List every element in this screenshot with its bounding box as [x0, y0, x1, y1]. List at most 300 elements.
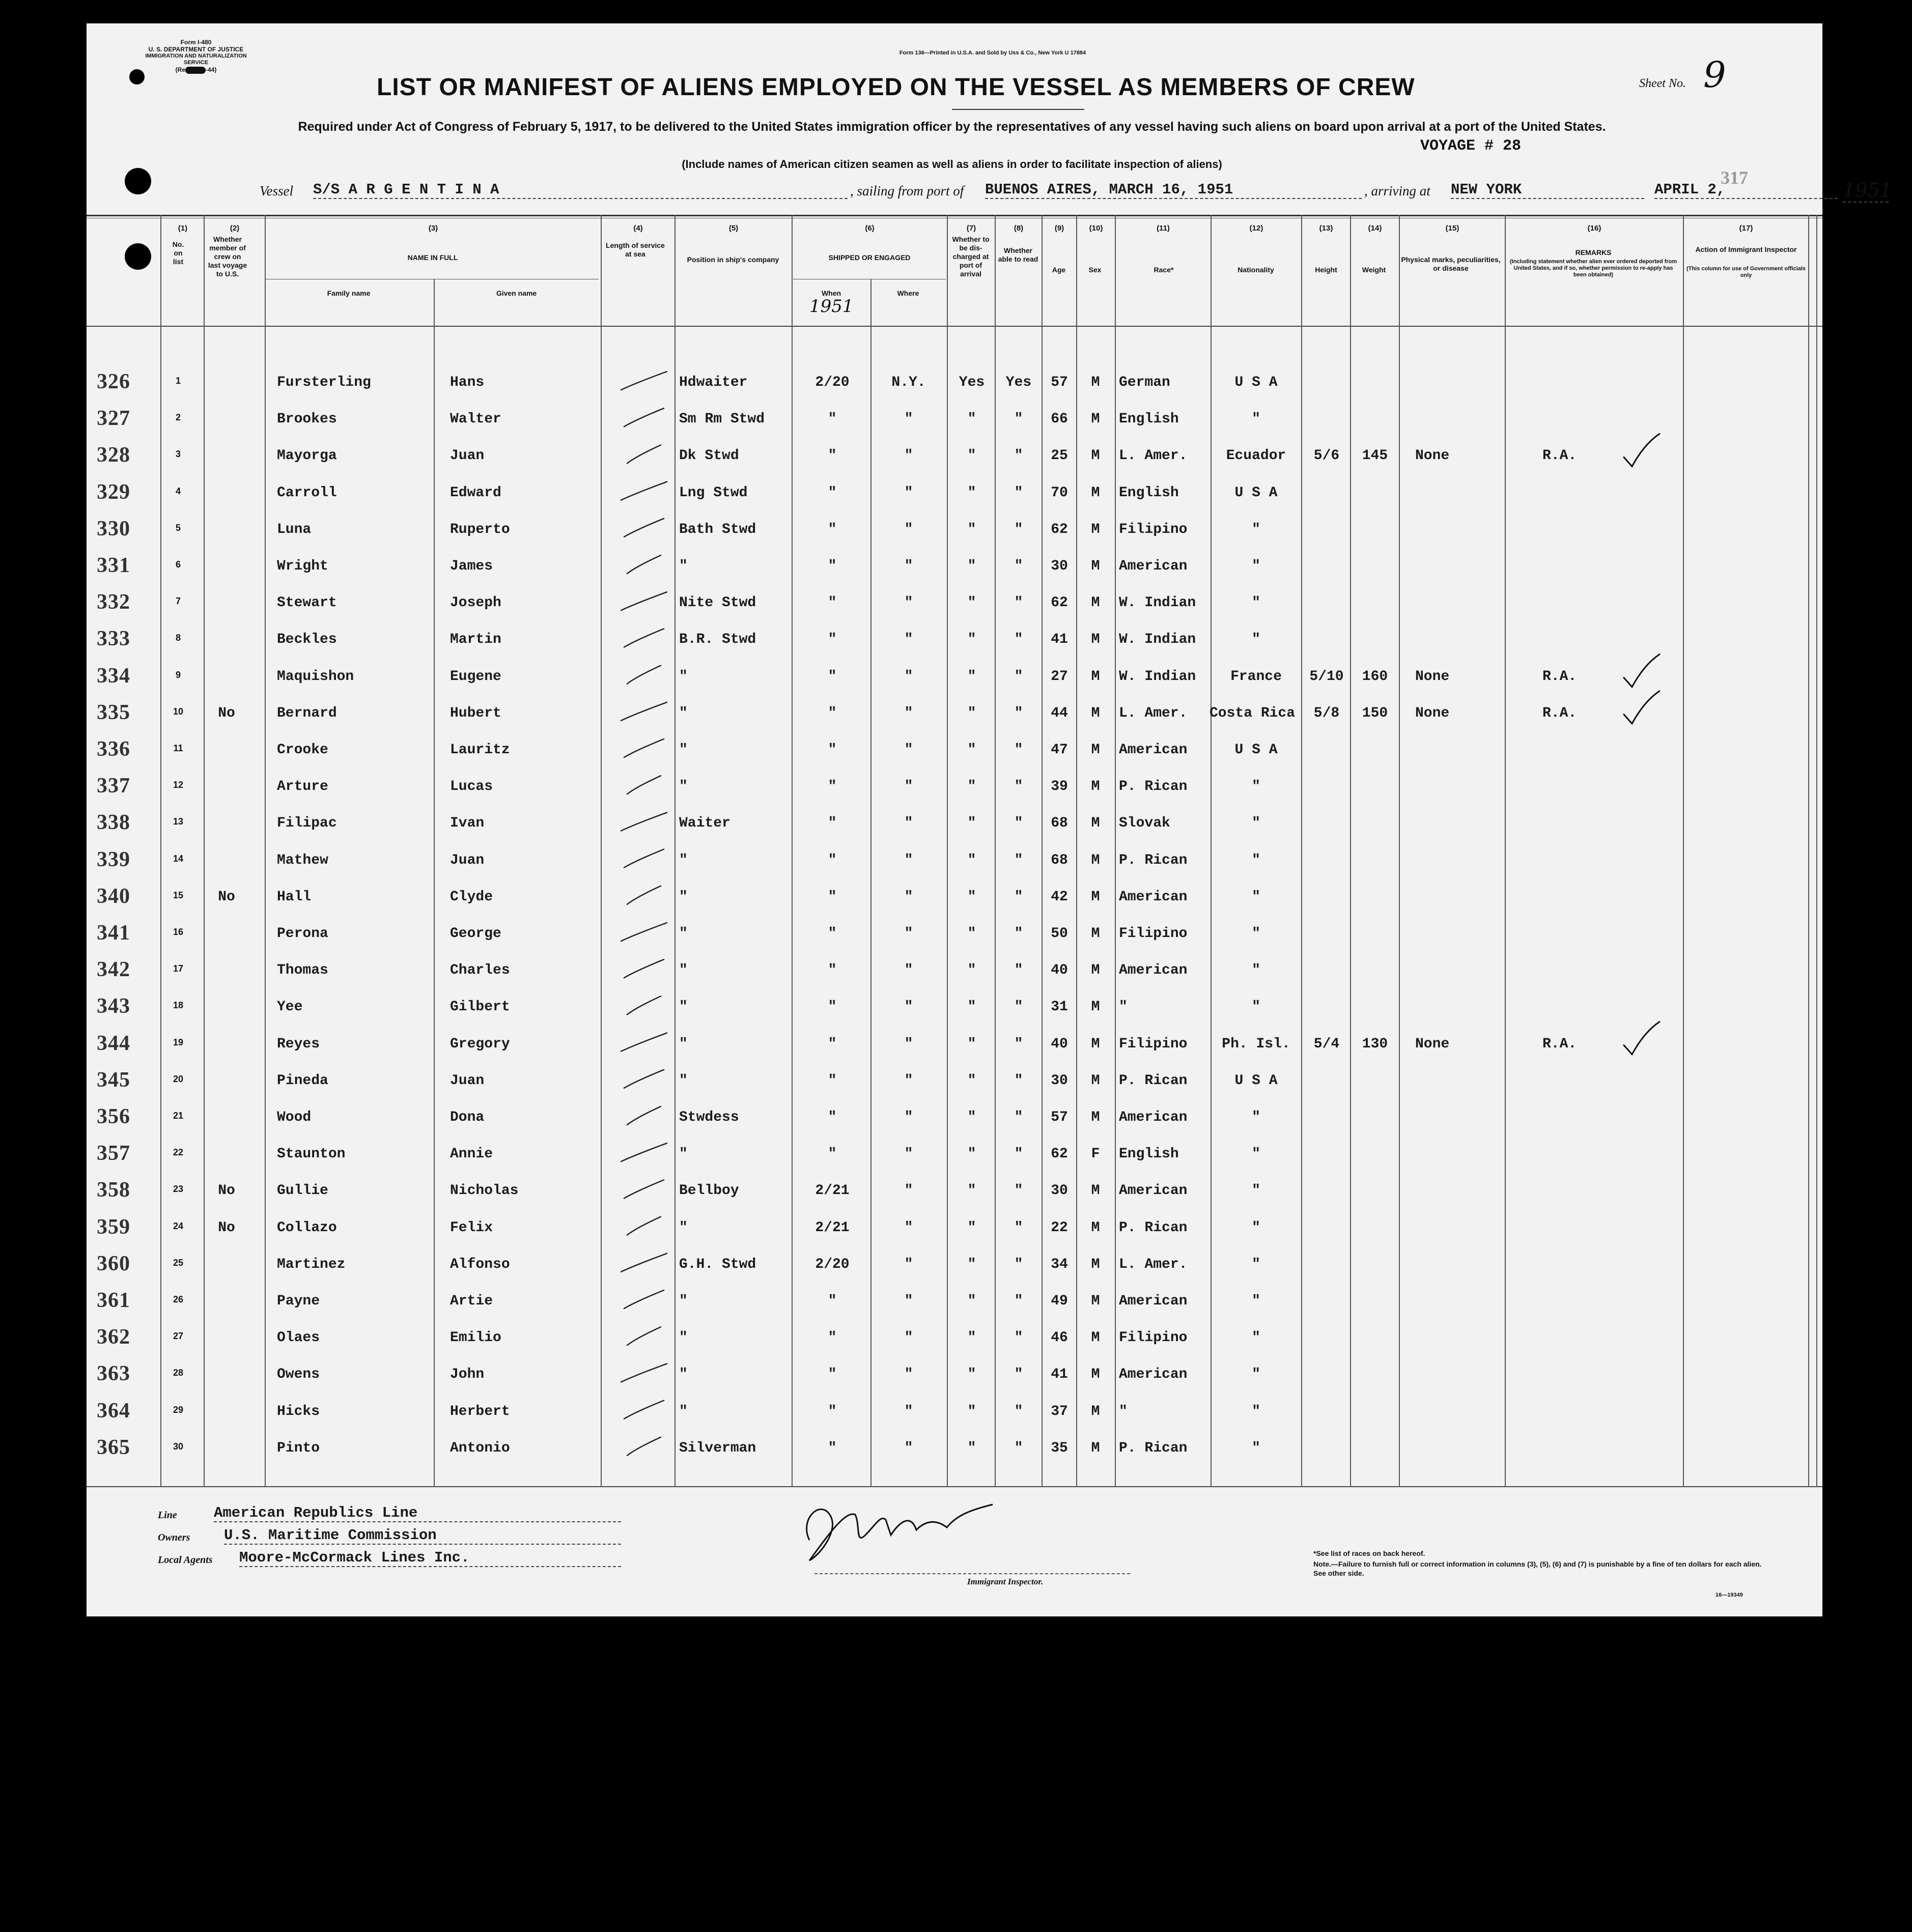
cell-dis: Yes: [959, 375, 985, 390]
cell-pos: Bath Stwd: [679, 521, 756, 537]
cell-family: Pinto: [277, 1440, 320, 1456]
cell-when: ": [828, 668, 837, 685]
cell-given: John: [450, 1367, 485, 1383]
cell-pos: Waiter: [679, 815, 730, 832]
reference-number: 364: [97, 1399, 130, 1423]
column-number: (6): [865, 224, 875, 233]
vessel-label: Vessel: [260, 183, 293, 198]
service-stroke: [627, 1106, 661, 1125]
service-stroke: [624, 519, 664, 537]
cell-age: 50: [1051, 926, 1068, 942]
row-number: 22: [173, 1147, 184, 1158]
row-number: 28: [173, 1368, 184, 1378]
service-stroke: [624, 1070, 664, 1088]
service-stroke: [621, 372, 667, 390]
cell-race: P. Rican: [1119, 1072, 1188, 1089]
service-stroke: [627, 445, 661, 463]
cell-nat: ": [1252, 1293, 1260, 1309]
cell-dis: ": [967, 1110, 976, 1125]
cell-given: Artie: [450, 1293, 493, 1309]
cell-nat: ": [1252, 779, 1260, 795]
cell-ht: 5/6: [1313, 448, 1340, 464]
cell-when: 2/21: [815, 1219, 850, 1236]
cell-pos: Sm Rm Stwd: [679, 411, 765, 428]
reference-number: 337: [97, 774, 130, 798]
cell-nat: U S A: [1234, 742, 1278, 758]
cell-race: English: [1119, 411, 1179, 428]
column-number: (3): [428, 224, 438, 233]
cell-when: ": [828, 558, 837, 574]
cell-given: Emilio: [450, 1330, 501, 1346]
cell-sex: M: [1091, 558, 1100, 574]
cell-read: ": [1014, 595, 1023, 611]
cell-where: ": [904, 521, 913, 537]
cell-nat: ": [1252, 1146, 1260, 1162]
cell-dis: ": [967, 668, 976, 685]
cell-nat: ": [1252, 558, 1260, 574]
cell-race: L. Amer.: [1119, 1256, 1188, 1272]
cell-read: ": [1014, 448, 1023, 464]
column-number: (5): [728, 224, 739, 233]
row-number: 30: [173, 1441, 184, 1452]
agents-name: Moore-McCormack Lines Inc.: [239, 1549, 621, 1567]
cell-age: 62: [1051, 595, 1068, 611]
cell-given: Antonio: [450, 1440, 510, 1456]
column-number: (2): [230, 224, 240, 233]
cell-where: ": [904, 1036, 913, 1052]
cell-family: Beckles: [277, 632, 337, 648]
cell-wt: 145: [1362, 448, 1388, 464]
cell-age: 46: [1051, 1330, 1068, 1346]
cell-family: Stewart: [277, 595, 337, 611]
cell-pos: ": [679, 999, 688, 1015]
cell-given: Herbert: [450, 1403, 510, 1419]
cell-nat: ": [1252, 926, 1260, 942]
cell-sex: F: [1091, 1146, 1100, 1162]
cell-race: Filipino: [1119, 521, 1188, 537]
cell-sex: M: [1091, 1293, 1100, 1309]
cell-read: ": [1014, 852, 1023, 868]
cell-family: Hall: [277, 889, 312, 905]
cell-dis: ": [967, 742, 976, 758]
cell-wt: 130: [1362, 1036, 1388, 1052]
cell-dis: ": [967, 448, 976, 464]
cell-nat: Ph. Isl.: [1222, 1036, 1290, 1052]
cell-when: ": [828, 889, 837, 905]
cell-family: Mayorga: [277, 448, 337, 464]
header-action-sub: (This column for use of Government officials only: [1686, 266, 1806, 278]
service-stroke: [624, 408, 664, 427]
cell-dis: ": [967, 889, 976, 905]
column-number: (11): [1157, 224, 1170, 233]
include-statement: (Include names of American citizen seamen as well as aliens in order to facilitate inspection of aliens): [682, 158, 1222, 171]
cell-age: 70: [1051, 485, 1068, 501]
cell-sex: M: [1091, 852, 1100, 868]
cell-race: American: [1119, 1110, 1188, 1125]
cell-read: ": [1014, 742, 1023, 758]
cell-pos: ": [679, 558, 688, 574]
cell-nat: ": [1252, 852, 1260, 868]
cell-where: ": [904, 962, 913, 979]
cell-pos: Nite Stwd: [679, 595, 756, 611]
reference-number: 338: [97, 811, 130, 835]
cell-sex: M: [1091, 742, 1100, 758]
cell-dis: ": [967, 411, 976, 428]
cell-phys: None: [1415, 705, 1450, 721]
cell-given: Hubert: [450, 705, 501, 721]
service-stroke: [627, 666, 661, 684]
cell-rem: R.A.: [1542, 448, 1577, 464]
cell-where: ": [904, 1072, 913, 1089]
cell-read: ": [1014, 558, 1023, 574]
row-number: 5: [175, 522, 181, 533]
cell-sex: M: [1091, 521, 1100, 537]
cell-given: Juan: [450, 1072, 485, 1089]
cell-age: 41: [1051, 632, 1068, 648]
cell-where: ": [904, 595, 913, 611]
row-number: 9: [175, 669, 181, 680]
row-number: 25: [173, 1257, 184, 1268]
cell-when: 2/21: [815, 1183, 850, 1199]
cell-race: Filipino: [1119, 1036, 1188, 1052]
service-stroke: [627, 555, 661, 574]
cell-nat: ": [1252, 1256, 1260, 1272]
cell-sex: M: [1091, 1072, 1100, 1089]
service-stroke: [627, 886, 661, 904]
cell-read: ": [1014, 1440, 1023, 1456]
cell-sex: M: [1091, 485, 1100, 501]
service-stroke: [621, 482, 667, 500]
cell-dis: ": [967, 485, 976, 501]
service-stroke: [624, 629, 664, 647]
cell-dis: ": [967, 632, 976, 648]
cell-read: ": [1014, 1256, 1023, 1272]
cell-given: Clyde: [450, 889, 493, 905]
cell-age: 30: [1051, 558, 1068, 574]
cell-age: 35: [1051, 1440, 1068, 1456]
cell-sex: M: [1091, 448, 1100, 464]
cell-when: ": [828, 999, 837, 1015]
cell-nat: Ecuador: [1226, 448, 1286, 464]
cell-dis: ": [967, 1183, 976, 1199]
cell-dis: ": [967, 1293, 976, 1309]
column-number: (4): [633, 224, 643, 233]
row-number: 8: [175, 633, 181, 643]
cell-dis: ": [967, 558, 976, 574]
cell-read: ": [1014, 779, 1023, 795]
cell-given: Dona: [450, 1110, 485, 1125]
cell-read: ": [1014, 1146, 1023, 1162]
cell-age: 57: [1051, 1110, 1068, 1125]
cell-pos: ": [679, 1403, 688, 1419]
column-number: (10): [1089, 224, 1103, 233]
service-stroke: [621, 702, 667, 721]
cell-where: ": [904, 889, 913, 905]
cell-nat: U S A: [1234, 375, 1278, 390]
cell-pos: ": [679, 962, 688, 979]
cell-pos: ": [679, 1330, 688, 1346]
cell-family: Gullie: [277, 1183, 328, 1199]
cell-when: 2/20: [815, 1256, 850, 1272]
cell-race: American: [1119, 1293, 1188, 1309]
cell-race: L. Amer.: [1119, 705, 1188, 721]
cell-sex: M: [1091, 1256, 1100, 1272]
cell-family: Brookes: [277, 411, 337, 428]
cell-nat: ": [1252, 962, 1260, 979]
row-number: 21: [173, 1111, 184, 1121]
row-number: 15: [173, 890, 184, 900]
cell-pos: B.R. Stwd: [679, 632, 756, 648]
reference-number: 339: [97, 847, 130, 871]
reference-number: 336: [97, 737, 130, 761]
cell-where: ": [904, 411, 913, 428]
department-name: U. S. DEPARTMENT OF JUSTICE: [148, 46, 244, 53]
cell-nat: ": [1252, 521, 1260, 537]
service-stroke: [621, 1143, 667, 1161]
row-number: 23: [173, 1184, 184, 1195]
cell-when: ": [828, 595, 837, 611]
cell-sex: M: [1091, 889, 1100, 905]
cell-family: Wood: [277, 1110, 312, 1125]
cell-age: 62: [1051, 521, 1068, 537]
cell-age: 37: [1051, 1403, 1068, 1419]
cell-race: English: [1119, 485, 1179, 501]
cell-pos: ": [679, 1146, 688, 1162]
cell-sex: M: [1091, 668, 1100, 685]
service-stroke: [624, 1180, 664, 1198]
header-member-last-voyage: Whether member of crew on last voyage to U.S.: [208, 235, 247, 278]
cell-dis: ": [967, 926, 976, 942]
stamp-number: 317: [1721, 167, 1748, 188]
row-number: 24: [173, 1220, 184, 1231]
cell-wt: 160: [1362, 668, 1388, 685]
agents-label: Local Agents: [158, 1554, 213, 1566]
header-nationality: Nationality: [1238, 266, 1274, 274]
column-number: (16): [1587, 224, 1601, 233]
cell-age: 30: [1051, 1183, 1068, 1199]
cell-pos: ": [679, 889, 688, 905]
column-number: (13): [1319, 224, 1333, 233]
header-remarks-sub: (Including statement whether alien ever ordered deported from United States, and if so, whether permission to re-apply has been obtained): [1509, 259, 1677, 278]
cell-given: Hans: [450, 375, 485, 390]
header-action: Action of Immigrant Inspector: [1695, 245, 1797, 253]
cell-dis: ": [967, 521, 976, 537]
reference-number: 340: [97, 884, 130, 908]
cell-when: ": [828, 1293, 837, 1309]
cell-sex: M: [1091, 375, 1100, 390]
row-number: 29: [173, 1404, 184, 1415]
cell-age: 30: [1051, 1072, 1068, 1089]
reference-number: 358: [97, 1178, 130, 1202]
cell-last: No: [218, 1219, 235, 1236]
cell-age: 47: [1051, 742, 1068, 758]
column-number: (9): [1054, 224, 1064, 233]
cell-race: P. Rican: [1119, 779, 1188, 795]
cell-read: ": [1014, 1219, 1023, 1236]
cell-sex: M: [1091, 411, 1100, 428]
cell-family: Bernard: [277, 705, 337, 721]
form-number: Form I-480: [180, 39, 212, 46]
cell-given: Joseph: [450, 595, 501, 611]
pencil-marks: [87, 23, 1822, 1616]
cell-where: ": [904, 852, 913, 868]
cell-pos: ": [679, 668, 688, 685]
cell-when: ": [828, 448, 837, 464]
cell-given: Juan: [450, 852, 485, 868]
cell-when: ": [828, 521, 837, 537]
cell-sex: M: [1091, 1440, 1100, 1456]
arriving-label: , arriving at: [1364, 183, 1430, 198]
cell-pos: ": [679, 926, 688, 942]
cell-nat: ": [1252, 1183, 1260, 1199]
row-number: 1: [175, 376, 181, 386]
cell-race: American: [1119, 558, 1188, 574]
column-number: (12): [1249, 224, 1263, 233]
service-stroke: [621, 812, 667, 831]
cell-family: Olaes: [277, 1330, 320, 1346]
service-stroke: [627, 1217, 661, 1235]
service-name: IMMIGRATION AND NATURALIZATION SERVICE: [145, 53, 247, 66]
header-given-name: Given name: [496, 289, 537, 297]
cell-dis: ": [967, 1072, 976, 1089]
cell-given: Charles: [450, 962, 510, 979]
inspector-rule: [814, 1573, 1130, 1574]
service-stroke: [621, 1033, 667, 1052]
cell-when: ": [828, 485, 837, 501]
header-where: Where: [897, 289, 919, 297]
cell-when: ": [828, 1036, 837, 1052]
owners-label: Owners: [158, 1532, 190, 1543]
cell-given: James: [450, 558, 493, 574]
cell-where: ": [904, 779, 913, 795]
cell-age: 42: [1051, 889, 1068, 905]
printer-line: Form 136—Printed in U.S.A. and Sold by Uss & Co., New York U 17884: [899, 50, 1086, 56]
check-mark: [1624, 434, 1660, 466]
vessel-name: S/S A R G E N T I N A: [313, 181, 848, 199]
cell-where: ": [904, 999, 913, 1015]
cell-age: 49: [1051, 1293, 1068, 1309]
cell-race: W. Indian: [1119, 668, 1196, 685]
cell-race: American: [1119, 889, 1188, 905]
cell-given: Ruperto: [450, 521, 510, 537]
cell-nat: ": [1252, 999, 1260, 1015]
cell-phys: None: [1415, 1036, 1450, 1052]
cell-family: Luna: [277, 521, 312, 537]
cell-dis: ": [967, 999, 976, 1015]
cell-ht: 5/8: [1313, 705, 1340, 721]
cell-family: Collazo: [277, 1219, 337, 1236]
cell-where: ": [904, 1256, 913, 1272]
cell-nat: ": [1252, 1330, 1260, 1346]
cell-sex: M: [1091, 1219, 1100, 1236]
header-race: Race*: [1154, 266, 1174, 274]
cell-sex: M: [1091, 1330, 1100, 1346]
cell-read: ": [1014, 999, 1023, 1015]
cell-where: ": [904, 926, 913, 942]
cell-family: Maquishon: [277, 668, 354, 685]
cell-when: ": [828, 962, 837, 979]
cell-pos: G.H. Stwd: [679, 1256, 756, 1272]
cell-nat: ": [1252, 1440, 1260, 1456]
cell-read: ": [1014, 926, 1023, 942]
cell-dis: ": [967, 1403, 976, 1419]
cell-age: 34: [1051, 1256, 1068, 1272]
row-number: 2: [175, 412, 181, 423]
cell-age: 68: [1051, 852, 1068, 868]
cell-age: 40: [1051, 1036, 1068, 1052]
cell-pos: ": [679, 1219, 688, 1236]
service-stroke: [621, 1363, 667, 1382]
cell-family: Mathew: [277, 852, 328, 868]
cell-where: ": [904, 1440, 913, 1456]
cell-dis: ": [967, 1146, 976, 1162]
row-number: 6: [175, 559, 181, 570]
cell-nat: ": [1252, 1367, 1260, 1383]
reference-number: 328: [97, 443, 130, 467]
cell-pos: Bellboy: [679, 1183, 739, 1199]
cell-when: ": [828, 1110, 837, 1125]
cell-read: ": [1014, 962, 1023, 979]
manifest-sheet: [87, 23, 1892, 1616]
cell-read: Yes: [1005, 375, 1032, 390]
inspector-signature: [779, 1479, 1033, 1581]
header-remarks: REMARKS: [1575, 248, 1612, 257]
reference-number: 356: [97, 1105, 130, 1128]
cell-race: L. Amer.: [1119, 448, 1188, 464]
header-name-in-full: NAME IN FULL: [407, 253, 458, 262]
sailing-label: , sailing from port of: [850, 183, 964, 198]
row-number: 7: [175, 596, 181, 607]
cell-race: American: [1119, 962, 1188, 979]
cell-family: Arture: [277, 779, 328, 795]
cell-sex: M: [1091, 815, 1100, 832]
cell-family: Reyes: [277, 1036, 320, 1052]
cell-family: Crooke: [277, 742, 328, 758]
column-number: (14): [1368, 224, 1382, 233]
cell-sex: M: [1091, 779, 1100, 795]
cell-read: ": [1014, 411, 1023, 428]
row-number: 3: [175, 449, 181, 460]
cell-when: ": [828, 926, 837, 942]
cell-race: American: [1119, 1183, 1188, 1199]
header-height: Height: [1315, 266, 1337, 274]
reference-number: 333: [97, 627, 130, 651]
row-number: 12: [173, 780, 184, 790]
cell-when: ": [828, 1367, 837, 1383]
column-number: (17): [1739, 224, 1753, 233]
cell-where: ": [904, 558, 913, 574]
reference-number: 344: [97, 1031, 130, 1055]
cell-race: Filipino: [1119, 926, 1188, 942]
cell-ht: 5/10: [1309, 668, 1344, 685]
races-note: *See list of races on back hereof.: [1313, 1549, 1425, 1557]
voyage-number: VOYAGE # 28: [1420, 137, 1522, 155]
reference-number: 362: [97, 1325, 130, 1349]
reference-number: 330: [97, 517, 130, 541]
cell-when: ": [828, 852, 837, 868]
cell-race: English: [1119, 1146, 1179, 1162]
column-number: (7): [966, 224, 976, 233]
reference-number: 332: [97, 590, 130, 614]
cell-given: Lucas: [450, 779, 493, 795]
service-stroke: [624, 959, 664, 978]
reference-number: 357: [97, 1142, 130, 1166]
row-number: 10: [173, 706, 184, 717]
cell-dis: ": [967, 852, 976, 868]
inspector-label: Immigrant Inspector.: [967, 1577, 1044, 1586]
service-stroke: [627, 1327, 661, 1345]
header-length-service: Length of service at sea: [606, 241, 665, 258]
